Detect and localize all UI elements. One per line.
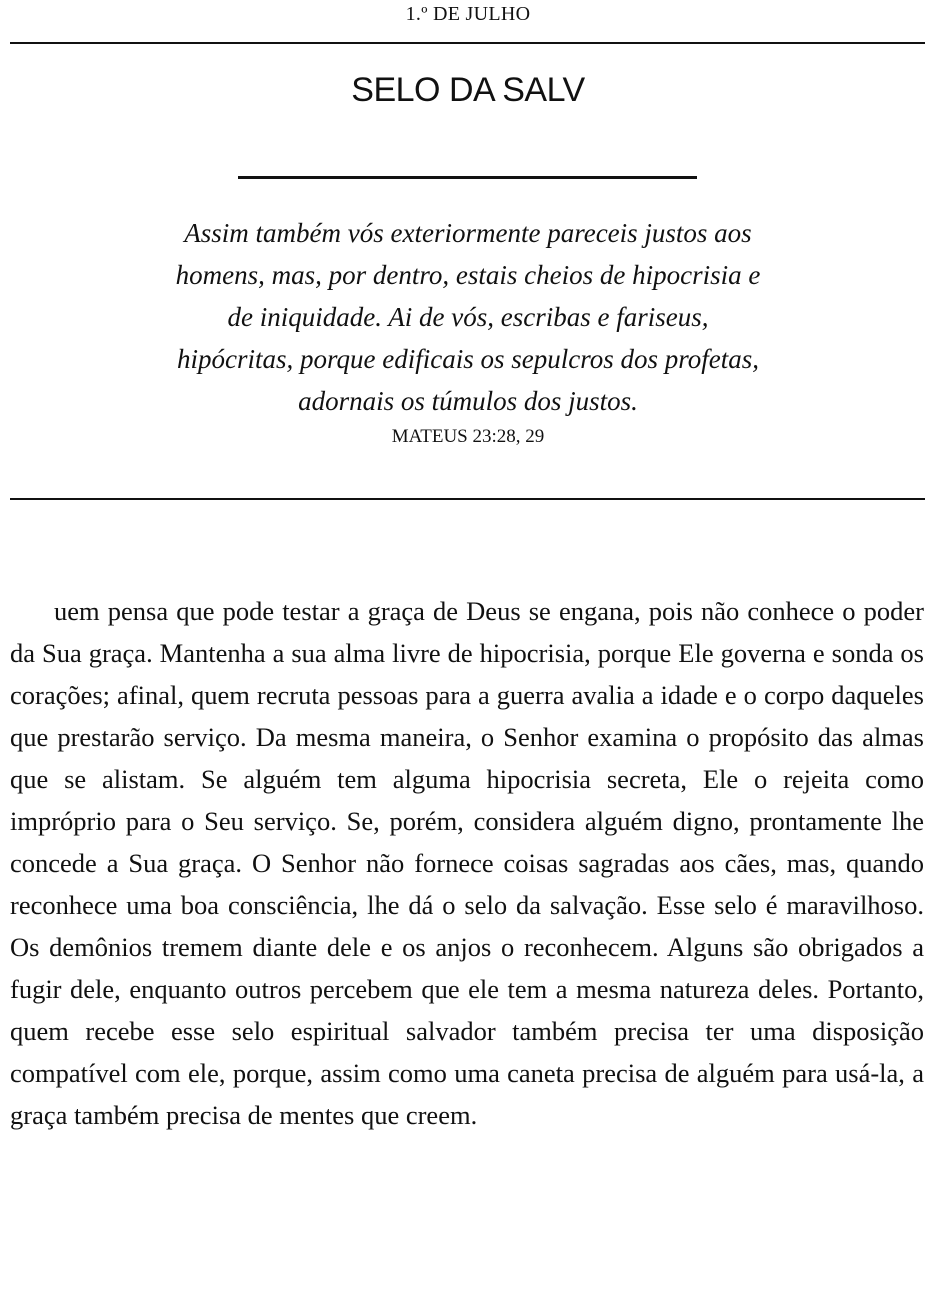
epigraph-divider [10, 498, 925, 500]
epigraph-quote: Assim também vós exteriormente pareceis justos aos homens, mas, por dentro, estais cheios de hipocrisia e de iniquidade. Ai de vós, escribas e fariseus, hipócritas, porque edificais os sepulcros dos profetas, adornais os túmulos dos justos. [175, 218, 761, 416]
title-divider [238, 176, 697, 179]
page-header-date: 1.º DE JULHO [405, 3, 531, 25]
epigraph [170, 212, 766, 450]
header-divider [10, 42, 925, 44]
body-paragraph: uem pensa que pode testar a graça de Deus se engana, pois não conhece o poder da Sua graça. Mantenha a sua alma livre de hipocrisia, porque Ele governa e sonda os corações; afinal, quem recruta pessoas para a guerra avalia a idade e o corpo daqueles que prestarão serviço. Da mesma maneira, o Senhor examina o propósito das almas que se alistam. Se alguém tem alguma hipocrisia secreta, Ele o rejeita como impróprio para o Seu serviço. Se, porém, considera alguém digno, prontamente lhe concede a Sua graça. O Senhor não fornece coisas sagradas aos cães, mas, quando reconhece uma boa consciência, lhe dá o selo da salvação. Esse selo é maravilhoso. Os demônios tremem diante dele e os anjos o reconhecem. Alguns são obrigados a fugir dele, enquanto outros percebem que ele tem a mesma natureza deles. Portanto, quem recebe esse selo espiritual salvador também precisa ter uma disposição compatível com ele, porque, assim como uma caneta precisa de alguém para usá-la, a graça também precisa de mentes que creem. [10, 596, 924, 1130]
chapter-title: SELO DA SALV [351, 71, 585, 109]
epigraph-reference: MATEUS 23:28, 29 [391, 426, 545, 447]
